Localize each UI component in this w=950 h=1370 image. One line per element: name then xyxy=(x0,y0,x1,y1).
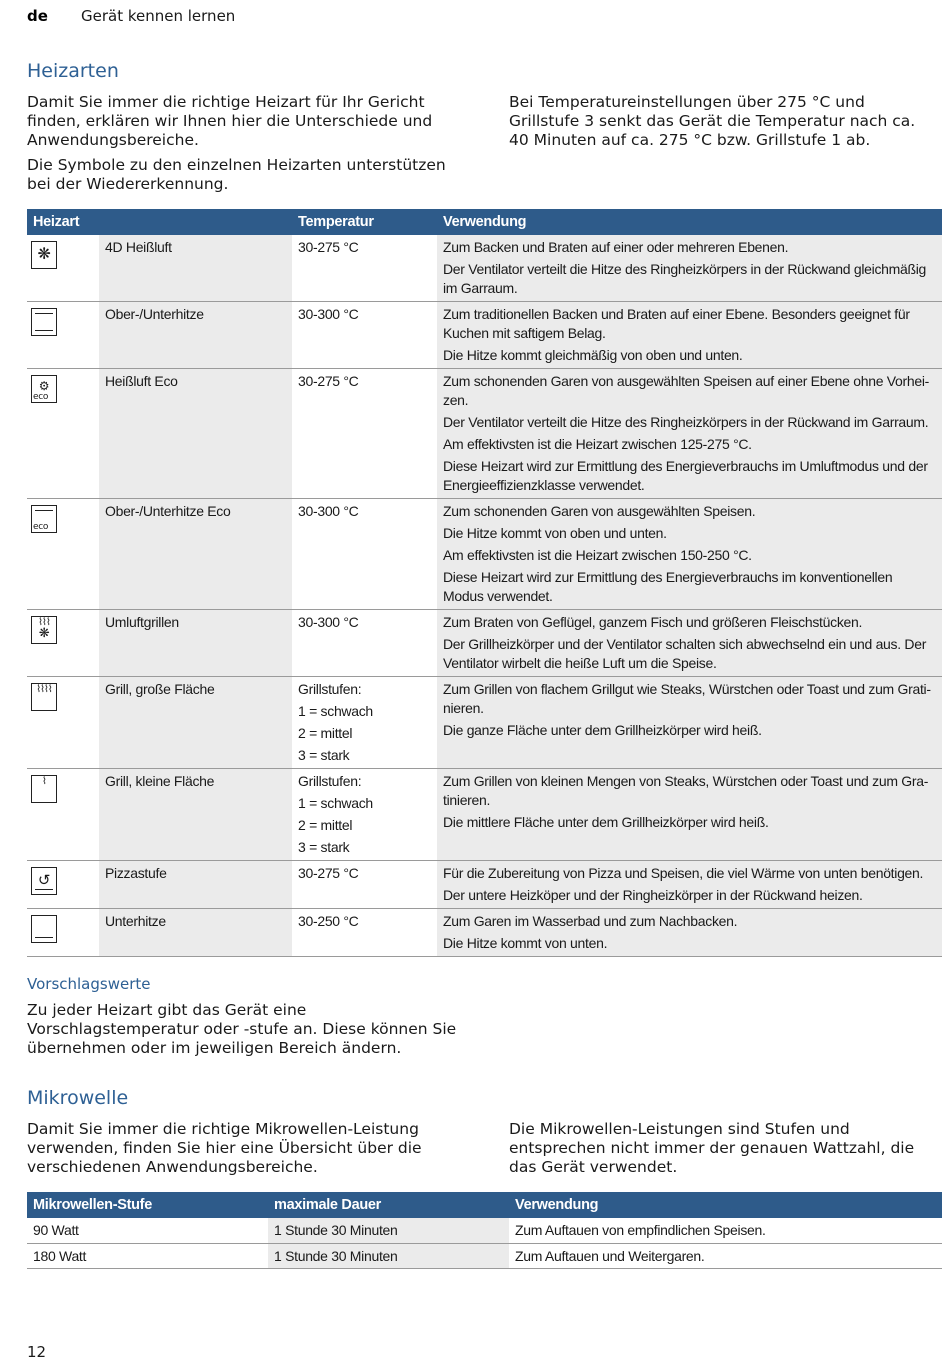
temperatur-cell xyxy=(292,369,437,499)
heizart-name-cell: Grill, große Fläche xyxy=(99,677,292,769)
verwendung-line: Zum schonenden Garen von ausgewählten Speisen auf einer Ebene ohne Vorhei-zen. xyxy=(443,373,930,408)
heizart-name-cell: Grill, kleine Fläche xyxy=(99,769,292,861)
verwendung-line: Am effektivsten ist die Heizart zwischen 125-275 °C. xyxy=(443,436,752,452)
hot-air-eco-icon: ⚙ eco xyxy=(31,375,57,403)
verwendung-line: Zum traditionellen Backen und Braten auf einer Ebene. Besonders geeignet für Kuchen mit saftigem Belag. xyxy=(443,306,910,341)
chapter-title: Gerät kennen lernen xyxy=(81,7,236,25)
mikrowelle-intro-left xyxy=(27,1120,467,1183)
temperatur-cell xyxy=(292,769,437,861)
grill-small-area-icon: ⌇ xyxy=(31,775,57,803)
verwendung-line: Die Hitze kommt von oben und unten. xyxy=(443,525,667,541)
heizart-name-cell: Ober-/Unterhitze Eco xyxy=(99,499,292,610)
temperatur-cell xyxy=(292,235,437,302)
temperatur-line: 30-275 °C xyxy=(298,373,359,389)
verwendung-line: Zum Grillen von flachem Grillgut wie Steaks, Würstchen oder Toast und zum Grati-nieren. xyxy=(443,681,931,716)
vorschlagswerte-paragraph: Zu jeder Heizart gibt das Gerät eine Vorschlagstemperatur oder -stufe an. Diese können Sie übernehmen oder im jeweiligen Bereich ändern. xyxy=(27,1001,457,1057)
column-header-verwendung: Verwendung xyxy=(437,209,942,235)
verwendung-line: Die mittlere Fläche unter dem Grillheizkörper wird heiß. xyxy=(443,814,769,830)
verwendung-line: Diese Heizart wird zur Ermittlung des Energieverbrauchs im Umluftmodus und der Energieeffizienzklasse verwendet. xyxy=(443,458,928,493)
icon-cell xyxy=(27,909,99,957)
stufe-cell: 90 Watt xyxy=(27,1218,268,1243)
verwendung-cell xyxy=(437,499,942,610)
intro-paragraph: Die Symbole zu den einzelnen Heizarten unterstützen bei der Wiedererkennung. xyxy=(27,156,446,193)
heizarten-intro-left xyxy=(27,93,467,200)
table-row xyxy=(27,1243,942,1268)
table-row xyxy=(27,909,942,957)
circulated-air-grill-icon: ⌇⌇⌇ ❋ xyxy=(31,616,57,644)
column-header-stufe: Mikrowellen-Stufe xyxy=(27,1192,268,1218)
table-header-row xyxy=(27,1192,942,1218)
microwave-table xyxy=(27,1192,942,1269)
table-row xyxy=(27,677,942,769)
heizart-name-cell: Heißluft Eco xyxy=(99,369,292,499)
top-bottom-heat-eco-icon: eco xyxy=(31,505,57,533)
temperatur-line: Grillstufen: xyxy=(298,773,362,789)
vorschlagswerte-heading: Vorschlagswerte xyxy=(27,975,151,993)
heating-modes-table xyxy=(27,209,942,957)
verwendung-line: Diese Heizart wird zur Ermittlung des Energieverbrauchs im konventionellen Modus verwendet. xyxy=(443,569,893,604)
column-header-temperatur: Temperatur xyxy=(292,209,437,235)
icon-cell xyxy=(27,235,99,302)
verwendung-cell xyxy=(437,302,942,369)
table-row xyxy=(27,302,942,369)
temperatur-cell xyxy=(292,909,437,957)
icon-cell xyxy=(27,677,99,769)
temperatur-line: 30-300 °C xyxy=(298,503,359,519)
verwendung-line: Zum schonenden Garen von ausgewählten Speisen. xyxy=(443,503,756,519)
top-bottom-heat-icon xyxy=(31,308,57,336)
heizarten-heading: Heizarten xyxy=(27,60,119,82)
heizarten-intro-right xyxy=(509,93,929,156)
temperatur-line: 3 = stark xyxy=(298,839,350,855)
verwendung-line: Zum Grillen von kleinen Mengen von Steaks, Würstchen oder Toast und zum Gra-tinieren. xyxy=(443,773,929,808)
temperatur-line: 2 = mittel xyxy=(298,725,353,741)
page-header xyxy=(27,7,236,25)
verwendung-line: Die Hitze kommt gleichmäßig von oben und unten. xyxy=(443,347,743,363)
verwendung-cell xyxy=(437,369,942,499)
verwendung-cell: Zum Auftauen und Weitergaren. xyxy=(509,1243,942,1268)
verwendung-cell xyxy=(437,235,942,302)
mikrowelle-intro-right xyxy=(509,1120,944,1183)
table-row xyxy=(27,861,942,909)
column-header-heizart: Heizart xyxy=(27,209,292,235)
page-number: 12 xyxy=(27,1343,47,1361)
stufe-cell: 180 Watt xyxy=(27,1243,268,1268)
temperatur-cell xyxy=(292,302,437,369)
temperatur-line: 1 = schwach xyxy=(298,795,373,811)
table-row xyxy=(27,1218,942,1243)
verwendung-line: Die Hitze kommt von unten. xyxy=(443,935,608,951)
icon-cell xyxy=(27,499,99,610)
verwendung-cell: Zum Auftauen von empfindlichen Speisen. xyxy=(509,1218,942,1243)
icon-cell xyxy=(27,302,99,369)
dauer-cell: 1 Stunde 30 Minuten xyxy=(268,1243,509,1268)
heizart-name-cell: 4D Heißluft xyxy=(99,235,292,302)
heizart-name-cell: Pizzastufe xyxy=(99,861,292,909)
mikrowelle-heading: Mikrowelle xyxy=(27,1087,129,1109)
intro-paragraph: Bei Temperatureinstellungen über 275 °C und Grillstufe 3 senkt das Gerät die Temperatur nach ca. 40 Minuten auf ca. 275 °C bzw. Grillstufe 1 ab. xyxy=(509,93,916,149)
temperatur-line: 2 = mittel xyxy=(298,817,353,833)
temperatur-cell xyxy=(292,499,437,610)
icon-cell xyxy=(27,769,99,861)
temperatur-line: 3 = stark xyxy=(298,747,350,763)
table-row xyxy=(27,499,942,610)
vorschlagswerte-text xyxy=(27,1001,467,1064)
icon-cell xyxy=(27,610,99,677)
4d-hot-air-icon: ❋ xyxy=(31,241,57,269)
pizza-setting-icon: ↺ xyxy=(31,867,57,895)
verwendung-cell xyxy=(437,909,942,957)
temperatur-cell xyxy=(292,677,437,769)
temperatur-line: Grillstufen: xyxy=(298,681,362,697)
verwendung-line: Für die Zubereitung von Pizza und Speisen, die viel Wärme von unten benötigen. xyxy=(443,865,924,881)
verwendung-line: Der untere Heizköper und der Ringheizkörper in der Rückwand heizen. xyxy=(443,887,863,903)
temperatur-cell xyxy=(292,861,437,909)
heizart-name-cell: Ober-/Unterhitze xyxy=(99,302,292,369)
icon-cell xyxy=(27,369,99,499)
bottom-heat-icon xyxy=(31,915,57,943)
temperatur-line: 30-300 °C xyxy=(298,614,359,630)
table-row xyxy=(27,369,942,499)
temperatur-line: 30-275 °C xyxy=(298,239,359,255)
temperatur-line: 30-300 °C xyxy=(298,306,359,322)
heizart-name-cell: Unterhitze xyxy=(99,909,292,957)
temperatur-cell xyxy=(292,610,437,677)
language-code: de xyxy=(27,7,48,25)
verwendung-line: Der Ventilator verteilt die Hitze des Ringheizkörpers in der Rückwand gleichmäßig im Garraum. xyxy=(443,261,927,296)
verwendung-cell xyxy=(437,769,942,861)
verwendung-cell xyxy=(437,677,942,769)
dauer-cell: 1 Stunde 30 Minuten xyxy=(268,1218,509,1243)
verwendung-line: Am effektivsten ist die Heizart zwischen 150-250 °C. xyxy=(443,547,752,563)
temperatur-line: 1 = schwach xyxy=(298,703,373,719)
table-row xyxy=(27,235,942,302)
intro-paragraph: Die Mikrowellen-Leistungen sind Stufen und entsprechen nicht immer der genauen Wattzahl, die das Gerät verwendet. xyxy=(509,1120,915,1176)
column-header-verwendung: Verwendung xyxy=(509,1192,942,1218)
temperatur-line: 30-275 °C xyxy=(298,865,359,881)
verwendung-cell xyxy=(437,610,942,677)
verwendung-line: Die ganze Fläche unter dem Grillheizkörper wird heiß. xyxy=(443,722,762,738)
intro-paragraph: Damit Sie immer die richtige Mikrowellen-Leistung verwenden, finden Sie hier eine Übersicht über die verschiedenen Anwendungsbereiche. xyxy=(27,1120,422,1176)
table-row xyxy=(27,769,942,861)
column-header-dauer: maximale Dauer xyxy=(268,1192,509,1218)
temperatur-line: 30-250 °C xyxy=(298,913,359,929)
verwendung-line: Zum Garen im Wasserbad und zum Nachbacken. xyxy=(443,913,738,929)
table-row xyxy=(27,610,942,677)
table-header-row xyxy=(27,209,942,235)
verwendung-cell xyxy=(437,861,942,909)
verwendung-line: Der Grillheizkörper und der Ventilator schalten sich abwechselnd ein und aus. Der Ventilator wirbelt die heiße Luft um die Speise. xyxy=(443,636,927,671)
verwendung-line: Der Ventilator verteilt die Hitze des Ringheizkörpers in der Rückwand im Garraum. xyxy=(443,414,929,430)
intro-paragraph: Damit Sie immer die richtige Heizart für Ihr Gericht finden, erklären wir Ihnen hier die Unterschiede und Anwendungsbereiche. xyxy=(27,93,433,149)
grill-large-area-icon: ⌇⌇⌇⌇ xyxy=(31,683,57,711)
verwendung-line: Zum Braten von Geflügel, ganzem Fisch und größeren Fleischstücken. xyxy=(443,614,863,630)
heizart-name-cell: Umluftgrillen xyxy=(99,610,292,677)
verwendung-line: Zum Backen und Braten auf einer oder mehreren Ebenen. xyxy=(443,239,789,255)
icon-cell xyxy=(27,861,99,909)
